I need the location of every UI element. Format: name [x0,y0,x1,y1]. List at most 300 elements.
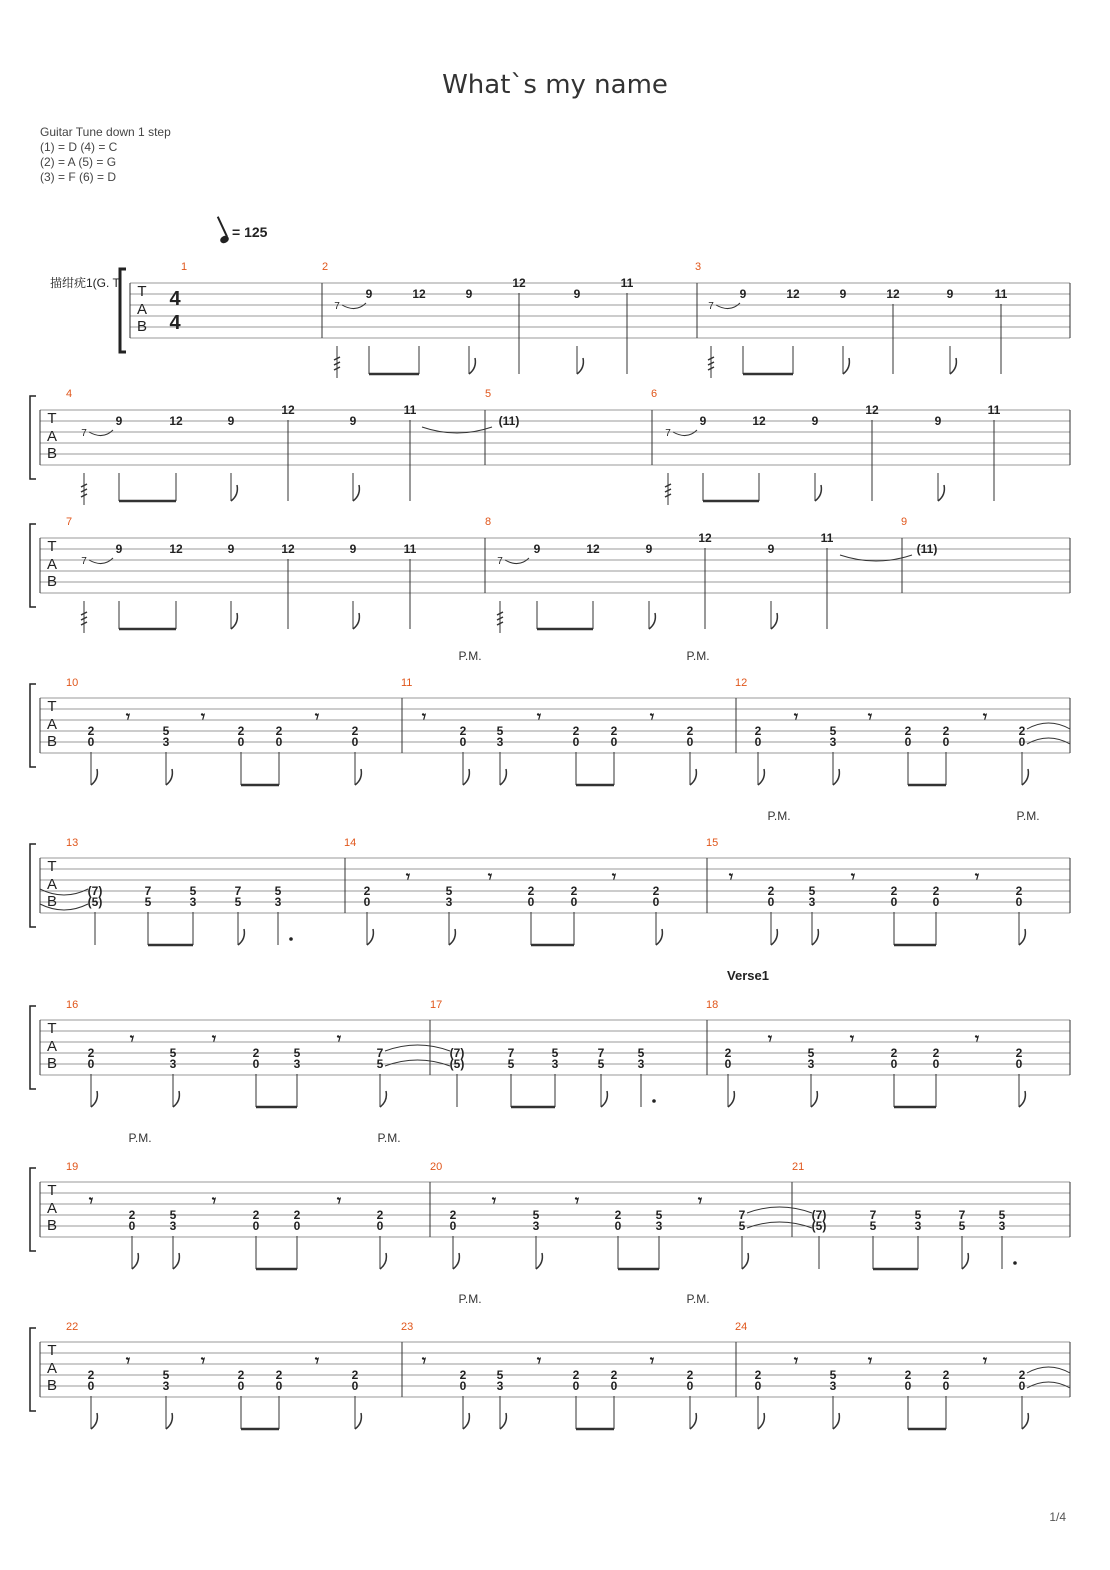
fret-number: 7 [869,1208,877,1222]
fret-number: 3 [189,895,197,909]
fret-number: 11 [620,276,634,290]
dotted-note [1013,1261,1017,1265]
note-flag [166,1413,172,1429]
note-flag [91,1413,97,1429]
fret-number: 2 [570,884,578,898]
note-flag [469,358,475,374]
tab-clef-a: A [136,301,148,318]
fret-number: 2 [275,724,283,738]
tab-clef-a: A [46,716,58,733]
system-bracket [30,844,36,927]
eighth-rest: 𝄾 [336,1193,342,1210]
measure-number: 14 [344,837,357,849]
note-flag [173,1253,179,1269]
tab-clef-b: B [46,445,58,462]
fret-number: 2 [363,884,371,898]
instrument-label: 描绀疣1(G. Ti [50,276,123,290]
fret-number: (5) [449,1057,465,1071]
tab-clef-b: B [46,733,58,750]
fret-number: 2 [686,1368,694,1382]
tab-clef-a: A [46,1200,58,1217]
fret-number: 0 [610,735,618,749]
fret-number: 12 [786,287,800,301]
measure-number: 18 [706,999,719,1011]
fret-number: 7 [497,556,503,567]
fret-number: 0 [275,735,283,749]
fret-number: (7) [811,1208,827,1222]
note-flag [449,929,455,945]
fret-number: 0 [87,1379,95,1393]
palm-mute-label: P.M. [128,1131,152,1145]
note-flag [231,485,237,501]
eighth-rest: 𝄾 [867,1353,873,1370]
fret-number: (11) [498,414,520,428]
eighth-rest: 𝄾 [491,1193,497,1210]
system-bracket [30,1006,36,1089]
fret-number: 9 [115,414,123,428]
fret-number: 0 [724,1057,732,1071]
fret-number: 3 [829,1379,837,1393]
eighth-rest: 𝄾 [211,1031,217,1048]
eighth-rest: 𝄾 [767,1031,773,1048]
fret-number: 5 [189,884,197,898]
fret-number: 2 [572,724,580,738]
measure-number: 8 [485,516,492,528]
fret-number: 0 [87,735,95,749]
eighth-rest: 𝄾 [314,709,320,726]
fret-number: (5) [87,895,103,909]
fret-number: 11 [820,531,834,545]
fret-number: 0 [237,1379,245,1393]
fret-number: 0 [351,1379,359,1393]
slide-mark [342,303,366,309]
tab-clef-b: B [136,318,148,335]
fret-number: 5 [169,1208,177,1222]
fret-number: 2 [351,724,359,738]
system-bracket [30,684,36,767]
eighth-rest: 𝄾 [974,869,980,886]
tuning-heading: Guitar Tune down 1 step [40,125,171,139]
fret-number: 0 [904,735,912,749]
fret-number: 0 [449,1219,457,1233]
note-flag [577,358,583,374]
fret-number: 5 [496,724,504,738]
fret-number: (7) [449,1046,465,1060]
note-flag [353,485,359,501]
system-bracket [30,1328,36,1411]
eighth-rest: 𝄾 [974,1031,980,1048]
fret-number: 2 [237,724,245,738]
slide-mark [89,430,113,436]
section-label: Verse1 [727,968,769,983]
note-flag [811,1091,817,1107]
fret-number: 2 [527,884,535,898]
tie-arc [1027,738,1070,744]
measure-number: 21 [792,1161,805,1173]
note-flag [231,613,237,629]
fret-number: 3 [445,895,453,909]
fret-number: 7 [958,1208,966,1222]
tab-clef-t: T [137,283,147,300]
fret-number: 0 [932,1057,940,1071]
eighth-rest: 𝄾 [849,1031,855,1048]
fret-number: 5 [869,1219,877,1233]
eighth-rest: 𝄾 [125,1353,131,1370]
measure-number: 15 [706,837,719,849]
note-flag [758,769,764,785]
fret-number: 2 [87,1368,95,1382]
fret-number: 2 [942,1368,950,1382]
fret-number: 9 [946,287,954,301]
tuning-line-1: (1) = D (4) = C [40,140,118,154]
note-flag [656,929,662,945]
fret-number: 2 [932,1046,940,1060]
tie-arc [1027,723,1070,729]
tab-clef-a: A [46,876,58,893]
eighth-rest: 𝄾 [697,1193,703,1210]
tempo-value: = 125 [232,224,268,240]
fret-number: 3 [293,1057,301,1071]
system-bracket [120,269,126,352]
note-flag [355,1413,361,1429]
tab-clef-t: T [47,858,57,875]
fret-number: 9 [227,414,235,428]
eighth-rest: 𝄾 [125,709,131,726]
fret-number: 0 [237,735,245,749]
fret-number: 0 [459,735,467,749]
tab-clef-t: T [47,1342,57,1359]
fret-number: 2 [1015,1046,1023,1060]
fret-number: 9 [739,287,747,301]
fret-number: 9 [533,542,541,556]
fret-number: 5 [532,1208,540,1222]
eighth-rest: 𝄾 [129,1031,135,1048]
eighth-rest: 𝄾 [336,1031,342,1048]
fret-number: 9 [365,287,373,301]
tab-clef-b: B [46,1217,58,1234]
note-flag [728,1091,734,1107]
measure-number: 4 [66,388,73,400]
tie-arc [1027,1382,1070,1388]
note-flag [173,1091,179,1107]
eighth-rest: 𝄾 [793,1353,799,1370]
fret-number: 0 [1015,895,1023,909]
fret-number: 2 [614,1208,622,1222]
fret-number: 3 [532,1219,540,1233]
fret-number: 0 [610,1379,618,1393]
eighth-rest: 𝄾 [982,709,988,726]
fret-number: 0 [293,1219,301,1233]
measure-number: 5 [485,388,492,400]
fret-number: 12 [281,542,295,556]
fret-number: 3 [807,1057,815,1071]
measure-number: 24 [735,1321,748,1333]
fret-number: 2 [449,1208,457,1222]
fret-number: 7 [507,1046,515,1060]
note-flag [1022,769,1028,785]
fret-number: 0 [87,1057,95,1071]
fret-number: 2 [942,724,950,738]
fret-number: 9 [699,414,707,428]
fret-number: 7 [708,301,714,312]
fret-number: 2 [652,884,660,898]
palm-mute-label: P.M. [1016,809,1040,823]
tab-clef-a: A [46,556,58,573]
fret-number: 5 [445,884,453,898]
fret-number: 5 [998,1208,1006,1222]
fret-number: 12 [281,403,295,417]
fret-number: 7 [144,884,152,898]
fret-number: 5 [274,884,282,898]
fret-number: 5 [808,884,816,898]
tab-clef-b: B [46,573,58,590]
fret-number: 0 [754,1379,762,1393]
tab-clef-b: B [46,893,58,910]
fret-number: 2 [1018,1368,1026,1382]
fret-number: 0 [890,895,898,909]
fret-number: 2 [252,1208,260,1222]
fret-number: (7) [87,884,103,898]
fret-number: 2 [610,1368,618,1382]
note-flag [91,1091,97,1107]
eighth-rest: 𝄾 [536,709,542,726]
fret-number: 5 [144,895,152,909]
tab-clef-b: B [46,1377,58,1394]
fret-number: 5 [738,1219,746,1233]
fret-number: 0 [351,735,359,749]
note-flag [353,613,359,629]
fret-number: 5 [162,724,170,738]
fret-number: 7 [376,1046,384,1060]
fret-number: 9 [811,414,819,428]
fret-number: 0 [904,1379,912,1393]
tie-arc [747,1207,812,1213]
note-flag [815,485,821,501]
eighth-rest: 𝄾 [200,1353,206,1370]
fret-number: 2 [128,1208,136,1222]
note-flag [1019,929,1025,945]
fret-number: 12 [886,287,900,301]
fret-number: 7 [597,1046,605,1060]
fret-number: 5 [507,1057,515,1071]
fret-number: 9 [349,542,357,556]
eighth-rest: 𝄾 [728,869,734,886]
fret-number: 3 [829,735,837,749]
measure-number: 13 [66,837,79,849]
fret-number: 7 [334,301,340,312]
note-flag [690,769,696,785]
note-flag [812,929,818,945]
fret-number: 2 [459,1368,467,1382]
fret-number: 2 [1018,724,1026,738]
measure-number: 11 [401,677,413,689]
tab-clef-a: A [46,1360,58,1377]
slide-mark [716,303,740,309]
eighth-rest: 𝄾 [793,709,799,726]
note-flag [355,769,361,785]
measure-number: 22 [66,1321,79,1333]
fret-number: 3 [655,1219,663,1233]
measure-number: 1 [181,261,188,273]
fret-number: 5 [234,895,242,909]
note-flag [690,1413,696,1429]
note-flag [463,1413,469,1429]
fret-number: 9 [934,414,942,428]
tab-clef-t: T [47,410,57,427]
palm-mute-label: P.M. [458,1292,482,1306]
slide-mark [673,430,697,436]
note-flag [843,358,849,374]
system-bracket [30,524,36,607]
fret-number: 5 [496,1368,504,1382]
measure-number: 16 [66,999,79,1011]
fret-number: 2 [686,724,694,738]
palm-mute-label: P.M. [686,1292,710,1306]
measure-number: 19 [66,1161,79,1173]
note-flag [367,929,373,945]
fret-number: 5 [637,1046,645,1060]
fret-number: 5 [829,724,837,738]
tie-arc [1027,1367,1070,1373]
eighth-rest: 𝄾 [649,709,655,726]
fret-number: 5 [551,1046,559,1060]
palm-mute-label: P.M. [458,649,482,663]
fret-number: 2 [754,724,762,738]
fret-number: 0 [942,735,950,749]
note-flag [601,1091,607,1107]
measure-number: 6 [651,388,658,400]
eighth-rest: 𝄾 [867,709,873,726]
fret-number: 2 [376,1208,384,1222]
eighth-rest: 𝄾 [982,1353,988,1370]
fret-number: 2 [87,1046,95,1060]
tab-clef-a: A [46,428,58,445]
measure-number: 12 [735,677,748,689]
fret-number: 0 [614,1219,622,1233]
note-flag [238,929,244,945]
note-flag [500,769,506,785]
fret-number: (5) [811,1219,827,1233]
note-flag [758,1413,764,1429]
fret-number: 3 [162,735,170,749]
fret-number: 2 [724,1046,732,1060]
fret-number: 12 [865,403,879,417]
note-flag [380,1091,386,1107]
fret-number: 3 [998,1219,1006,1233]
note-flag [453,1253,459,1269]
note-flag [962,1253,968,1269]
tab-clef-t: T [47,1020,57,1037]
fret-number: 0 [1018,735,1026,749]
tie-arc [385,1060,450,1066]
eighth-rest: 𝄾 [536,1353,542,1370]
note-flag [771,613,777,629]
fret-number: 12 [752,414,766,428]
fret-number: 11 [987,403,1001,417]
fret-number: 0 [275,1379,283,1393]
fret-number: 12 [169,414,183,428]
fret-number: 2 [252,1046,260,1060]
fret-number: 12 [698,531,712,545]
fret-number: 0 [252,1219,260,1233]
fret-number: 0 [686,735,694,749]
fret-number: 2 [932,884,940,898]
fret-number: 9 [227,542,235,556]
fret-number: 2 [890,884,898,898]
fret-number: 9 [573,287,581,301]
fret-number: 12 [586,542,600,556]
eighth-rest: 𝄾 [314,1353,320,1370]
time-sig-bottom: 4 [169,312,181,334]
fret-number: 9 [767,542,775,556]
note-flag [938,485,944,501]
eighth-rest: 𝄾 [211,1193,217,1210]
fret-number: 2 [754,1368,762,1382]
fret-number: 0 [767,895,775,909]
fret-number: 0 [890,1057,898,1071]
fret-number: 5 [376,1057,384,1071]
time-sig-top: 4 [169,288,181,310]
palm-mute-label: P.M. [377,1131,401,1145]
fret-number: 5 [914,1208,922,1222]
note-flag [500,1413,506,1429]
eighth-rest: 𝄾 [487,869,493,886]
note-flag [380,1253,386,1269]
fret-number: 0 [942,1379,950,1393]
fret-number: 5 [293,1046,301,1060]
note-flag [536,1253,542,1269]
fret-number: 0 [1015,1057,1023,1071]
slide-mark [89,558,113,564]
fret-number: 2 [293,1208,301,1222]
fret-number: 0 [459,1379,467,1393]
fret-number: 0 [652,895,660,909]
fret-number: 0 [754,735,762,749]
fret-number: 5 [597,1057,605,1071]
fret-number: 0 [376,1219,384,1233]
note-flag [166,769,172,785]
fret-number: 5 [958,1219,966,1233]
note-flag [91,769,97,785]
fret-number: 9 [115,542,123,556]
fret-number: 12 [169,542,183,556]
tab-clef-t: T [47,1182,57,1199]
fret-number: 5 [829,1368,837,1382]
eighth-rest: 𝄾 [649,1353,655,1370]
tuning-line-2: (2) = A (5) = G [40,155,117,169]
fret-number: 3 [914,1219,922,1233]
tab-clef-t: T [47,698,57,715]
measure-number: 2 [322,261,329,273]
measure-number: 9 [901,516,908,528]
fret-number: 3 [274,895,282,909]
fret-number: 2 [572,1368,580,1382]
fret-number: 0 [572,735,580,749]
note-flag [463,769,469,785]
fret-number: 9 [645,542,653,556]
fret-number: 11 [403,403,417,417]
fret-number: 0 [572,1379,580,1393]
eighth-rest: 𝄾 [88,1193,94,1210]
fret-number: 0 [252,1057,260,1071]
tie-arc [385,1045,450,1051]
note-flag [1022,1413,1028,1429]
measure-number: 10 [66,677,79,689]
fret-number: 2 [767,884,775,898]
fret-number: 9 [465,287,473,301]
fret-number: 2 [904,724,912,738]
fret-number: 3 [496,735,504,749]
